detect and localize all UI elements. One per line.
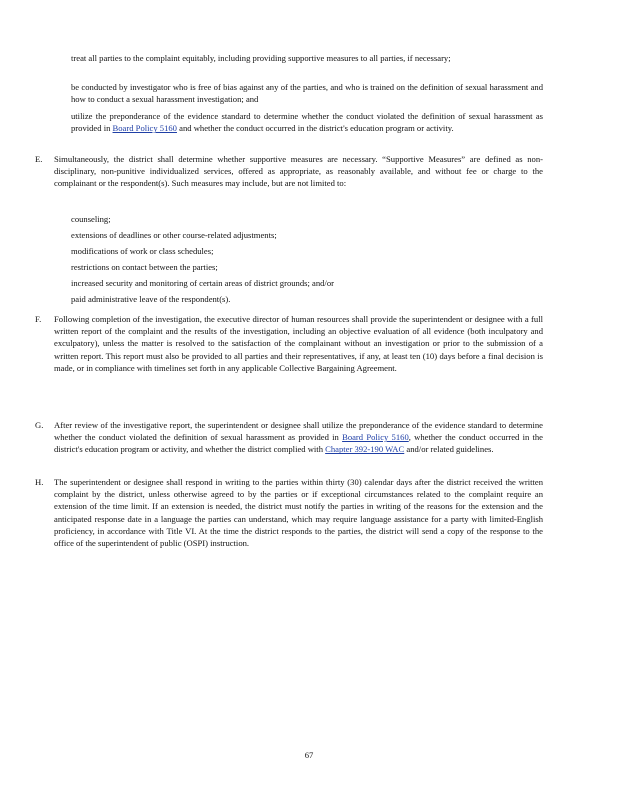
section-letter: E. — [35, 154, 43, 164]
policy-link[interactable]: Board Policy 5160 — [342, 432, 409, 443]
section-h-text — [54, 476, 543, 549]
measure-item — [53, 229, 533, 241]
bullet-text — [71, 81, 543, 105]
section-e — [35, 153, 543, 190]
text-run: and whether the conduct occurred in the district's education program or activity. — [176, 123, 454, 134]
measure-item — [53, 213, 533, 225]
bullet-text — [71, 52, 543, 64]
measure-item — [53, 293, 533, 305]
measure-text: counseling; — [71, 214, 111, 224]
section-g — [35, 419, 543, 456]
bullet-glyph — [53, 245, 63, 257]
bullet-glyph — [53, 81, 63, 93]
bullet-glyph — [53, 293, 63, 305]
bullet-glyph — [53, 110, 63, 122]
text-run: The superintendent or designee shall respond in writing to the parties within thirty (30) calendar days after the district received the written complaint by the district, unless otherwise agreed to by the parties or if exceptional circumstances related to the complaint require an extension of the time limit. If an extension is needed, the district must notify the parties in writing of the reasons for the extension and the anticipated response date in a language the parties can understand, which may require language assistance for a party with limited-English proficiency, in accordance with Title VI. At the time the district responds to the parties, the district will send a copy of the response to the office of the superintendent of public (OSPI) instruction. — [54, 477, 543, 549]
bullet-text — [71, 110, 543, 134]
measure-item — [53, 277, 533, 289]
section-letter: F. — [35, 314, 42, 324]
measure-text: extensions of deadlines or other course-related adjustments; — [71, 230, 277, 240]
section-e-text: Simultaneously, the district shall determine whether supportive measures are necessary. “Supportive Measures” are defined as non-disciplinary, non-punitive individualized services, offered as appropriate, as reasonably available, and without fee or charge to the complainant or the respondent(s). Such measures may include, but are not limited to: — [54, 154, 543, 189]
text-run: be conducted by investigator who is free of bias against any of the parties, and who is trained on the definition of sexual harassment and how to conduct a sexual harassment investigation; and — [71, 82, 543, 105]
section-h — [35, 476, 543, 549]
section-g-text — [54, 419, 543, 456]
bullet-glyph — [53, 261, 63, 273]
bullet-glyph — [53, 213, 63, 225]
section-letter: H. — [35, 477, 44, 487]
policy-link[interactable]: Board Policy 5160 — [112, 123, 177, 134]
text-run: utilize the preponderance of the evidence standard to determine whether the conduct violated the definition of sexual harassment as provided in — [71, 111, 543, 134]
text-run: treat all parties to the complaint equitably, including providing supportive measures to all parties, if necessary; — [71, 53, 451, 63]
measure-item — [53, 261, 533, 273]
measure-text: modifications of work or class schedules; — [71, 246, 214, 256]
section-f — [35, 313, 543, 374]
policy-link[interactable]: Chapter 392-190 WAC — [325, 444, 405, 455]
measure-item — [53, 245, 533, 257]
text-run: , whether the conduct occurred in the district's education program or activity, and whether the district complied with — [54, 432, 543, 455]
measure-text: paid administrative leave of the respondent(s). — [71, 294, 231, 304]
section-letter: G. — [35, 420, 44, 430]
bullet-glyph — [53, 277, 63, 289]
section-f-text — [54, 313, 543, 374]
text-run: After review of the investigative report, the superintendent or designee shall utilize the preponderance of the evidence standard to determine whether the conduct violated the definition of sexual harassment as provided in — [54, 420, 543, 443]
measure-text: restrictions on contact between the parties; — [71, 262, 218, 272]
page-number: 67 — [304, 750, 314, 760]
bullet-item — [53, 52, 543, 64]
text-run: and/or related guidelines. — [404, 444, 494, 455]
bullet-item — [53, 81, 543, 105]
measure-text: increased security and monitoring of certain areas of district grounds; and/or — [71, 278, 334, 288]
bullet-item — [53, 110, 543, 134]
bullet-glyph — [53, 229, 63, 241]
bullet-glyph — [53, 52, 63, 64]
text-run: Following completion of the investigation, the executive director of human resources shall provide the superintendent or designee with a full written report of the complaint and the results of the investigation, including an objective evaluation of all evidence (both inculpatory and exculpatory), unless the matter is resolved to the satisfaction of the complainant without an investigation or prior to the submission of a written report. This report must also be provided to all parties and their representatives, if any, at least ten (10) days before a final decision is made, or in compliance with timelines set forth in any applicable Collective Bargaining Agreement. — [54, 314, 543, 373]
